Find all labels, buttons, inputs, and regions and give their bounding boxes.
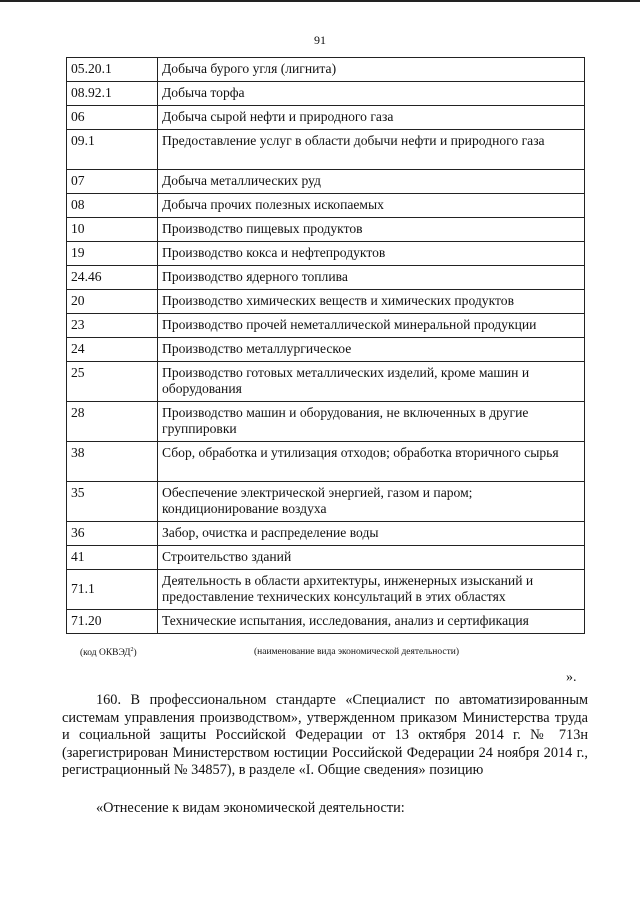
okved-code: 71.1 [67, 570, 158, 610]
table-row [67, 442, 585, 482]
table-row [67, 338, 585, 362]
activity-name: Производство прочей неметаллической минеральной продукции [158, 314, 585, 338]
activity-name: Добыча торфа [158, 82, 585, 106]
table-row [67, 58, 585, 82]
okved-table [66, 57, 585, 634]
okved-code: 71.20 [67, 610, 158, 634]
activity-name: Добыча сырой нефти и природного газа [158, 106, 585, 130]
okved-code: 38 [67, 442, 158, 482]
table-row [67, 402, 585, 442]
activity-name: Предоставление услуг в области добычи нефти и природного газа [158, 130, 585, 170]
footnote-marker: 2 [130, 647, 134, 653]
okved-code: 07 [67, 170, 158, 194]
activity-name-caption: (наименование вида экономической деятельности) [254, 647, 459, 657]
table-row [67, 610, 585, 634]
activity-name: Добыча прочих полезных ископаемых [158, 194, 585, 218]
okved-code: 06 [67, 106, 158, 130]
activity-name: Сбор, обработка и утилизация отходов; обработка вторичного сырья [158, 442, 585, 482]
table-row [67, 218, 585, 242]
okved-code: 05.20.1 [67, 58, 158, 82]
activity-name: Производство машин и оборудования, не включенных в другие группировки [158, 402, 585, 442]
okved-code: 24.46 [67, 266, 158, 290]
table-row [67, 482, 585, 522]
closing-quote: ». [566, 670, 577, 685]
caption-code-text: (код ОКВЭД [80, 648, 131, 659]
okved-code: 20 [67, 290, 158, 314]
activity-name: Производство кокса и нефтепродуктов [158, 242, 585, 266]
activity-name: Производство готовых металлических изделий, кроме машин и оборудования [158, 362, 585, 402]
scan-top-edge [0, 0, 640, 2]
table-row [67, 546, 585, 570]
table-row [67, 522, 585, 546]
activity-name: Забор, очистка и распределение воды [158, 522, 585, 546]
table-row [67, 570, 585, 610]
activity-name: Производство пищевых продуктов [158, 218, 585, 242]
okved-code: 10 [67, 218, 158, 242]
okved-code: 24 [67, 338, 158, 362]
okved-code: 23 [67, 314, 158, 338]
okved-code: 41 [67, 546, 158, 570]
okved-code-caption [80, 647, 137, 658]
table-row [67, 106, 585, 130]
table-row [67, 362, 585, 402]
okved-code: 09.1 [67, 130, 158, 170]
okved-code: 36 [67, 522, 158, 546]
okved-code: 19 [67, 242, 158, 266]
table-row [67, 82, 585, 106]
paragraph-160: 160. В профессиональном стандарте «Специалист по автоматизированным системам управления производством», утвержденном приказом Министерства труда и социальной защиты Российской Федерации от 13 октября 2014 г. № 713н (зарегистрирован Министерством юстиции Российской Федерации 24 ноября 2014 г., регистрационный № 34857), в разделе «I. Общие сведения» позицию [62, 692, 588, 778]
activity-name: Производство ядерного топлива [158, 266, 585, 290]
okved-code: 35 [67, 482, 158, 522]
activity-name: Обеспечение электрической энергией, газом и паром; кондиционирование воздуха [158, 482, 585, 522]
okved-code: 25 [67, 362, 158, 402]
paragraph-label: «Отнесение к видам экономической деятельности: [96, 800, 405, 816]
activity-name: Добыча металлических руд [158, 170, 585, 194]
activity-name: Производство химических веществ и химических продуктов [158, 290, 585, 314]
activity-name: Добыча бурого угля (лигнита) [158, 58, 585, 82]
table-row [67, 242, 585, 266]
okved-code: 28 [67, 402, 158, 442]
activity-name: Производство металлургическое [158, 338, 585, 362]
table-row [67, 194, 585, 218]
table-row [67, 130, 585, 170]
okved-code: 08 [67, 194, 158, 218]
table-row [67, 314, 585, 338]
activity-name: Деятельность в области архитектуры, инженерных изысканий и предоставление технических консультаций в этих областях [158, 570, 585, 610]
page-number: 91 [314, 33, 326, 47]
activity-name: Строительство зданий [158, 546, 585, 570]
activity-name: Технические испытания, исследования, анализ и сертификация [158, 610, 585, 634]
table-row [67, 290, 585, 314]
table-row [67, 266, 585, 290]
okved-code: 08.92.1 [67, 82, 158, 106]
table-row [67, 170, 585, 194]
caption-code-close: ) [133, 648, 137, 659]
